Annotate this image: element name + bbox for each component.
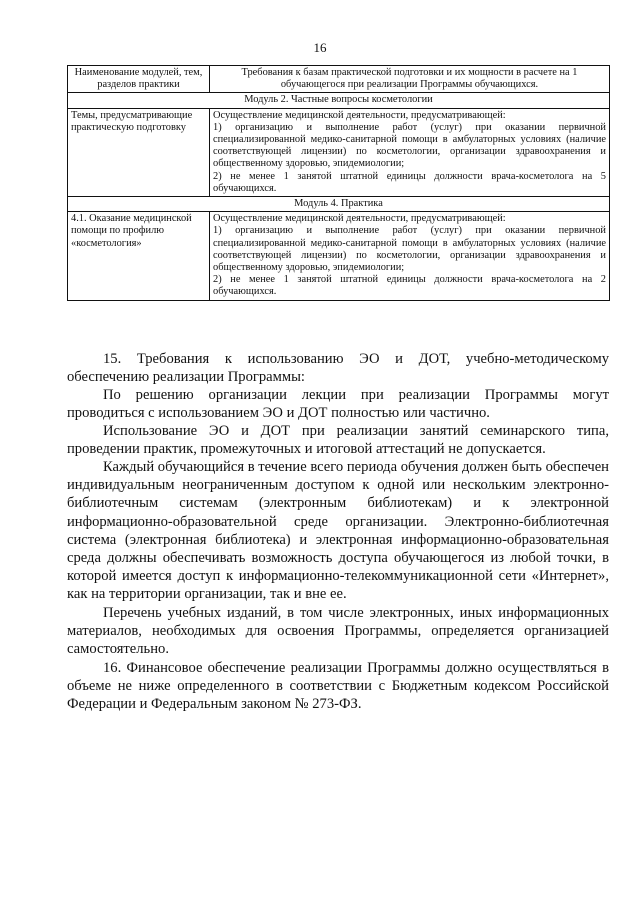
page-number: 16 (313, 40, 327, 55)
module-2-requirements (210, 108, 610, 196)
table-row (68, 108, 610, 196)
module-2-topic: Темы, предусматривающие практическую подготовку (68, 108, 210, 196)
header-requirements-cell: Требования к базам практической подготовки и их мощности в расчете на 1 обучающегося при реализации Программы обучающихся. (210, 66, 610, 93)
module-2-req-intro: Осуществление медицинской деятельности, предусматривающей: (213, 109, 506, 121)
section-15-paragraph-3: Каждый обучающийся в течение всего периода обучения должен быть обеспечен индивидуальным неограниченным доступом к одной или нескольким электронно-библиотечным системам (электронным библиотекам) и к электронной информационно-образовательной среде организации. Электронно-библиотечная система (электронная библиотека) и электронная информационно-образовательная среда должны обеспечивать возможность доступа обучающегося из любой точки, в которой имеется доступ к информационно-телекоммуникационной сети «Интернет», как на территории организации, так и вне ее. (67, 459, 609, 603)
module-4-topic: 4.1. Оказание медицинской помощи по профилю «косметология» (68, 212, 210, 300)
table-header-row (68, 66, 610, 93)
section-15-paragraph-4: Перечень учебных изданий, в том числе электронных, иных информационных материалов, необходимых для освоения Программы, определяется организацией самостоятельно. (67, 605, 609, 658)
section-15-heading: 15. Требования к использованию ЭО и ДОТ, учебно-методическому обеспечению реализации Программы: (67, 351, 609, 386)
module-4-req-intro: Осуществление медицинской деятельности, предусматривающей: (213, 213, 506, 225)
header-modules-cell: Наименование модулей, тем, разделов практики (68, 66, 210, 93)
table-row (68, 212, 610, 300)
section-16-paragraph: 16. Финансовое обеспечение реализации Программы должно осуществляться в объеме не ниже определенного в соответствии с Бюджетным кодексом Российской Федерации и Федеральным законом № 273-ФЗ. (67, 660, 609, 713)
requirements-table (67, 65, 610, 301)
module-4-title: Модуль 4. Практика (68, 197, 610, 212)
module-4-req-1: 1) организацию и выполнение работ (услуг) при оказании первичной специализированной медико-санитарной помощи в амбулаторных условиях (наличие соответствующей лицензии) по косметологии, организации здравоохранения и общественному здоровью, эпидемиологии; (213, 225, 606, 274)
section-15-paragraph-1: По решению организации лекции при реализации Программы могут проводиться с использованием ЭО и ДОТ полностью или частично. (67, 387, 609, 422)
module-2-req-1: 1) организацию и выполнение работ (услуг) при оказании первичной специализированной медико-санитарной помощи в амбулаторных условиях (наличие соответствующей лицензии) по косметологии, организации здравоохранения и общественному здоровью, эпидемиологии; (213, 121, 606, 170)
module-2-row (68, 93, 610, 108)
module-2-req-2: 2) не менее 1 занятой штатной единицы должности врача-косметолога на 5 обучающихся. (213, 170, 606, 194)
module-2-title: Модуль 2. Частные вопросы косметологии (68, 93, 610, 108)
module-4-req-2: 2) не менее 1 занятой штатной единицы должности врача-косметолога на 2 обучающихся. (213, 274, 606, 298)
module-4-requirements (210, 212, 610, 300)
module-4-row (68, 197, 610, 212)
section-15-paragraph-2: Использование ЭО и ДОТ при реализации занятий семинарского типа, проведении практик, промежуточных и итоговой аттестаций не допускается. (67, 423, 609, 458)
